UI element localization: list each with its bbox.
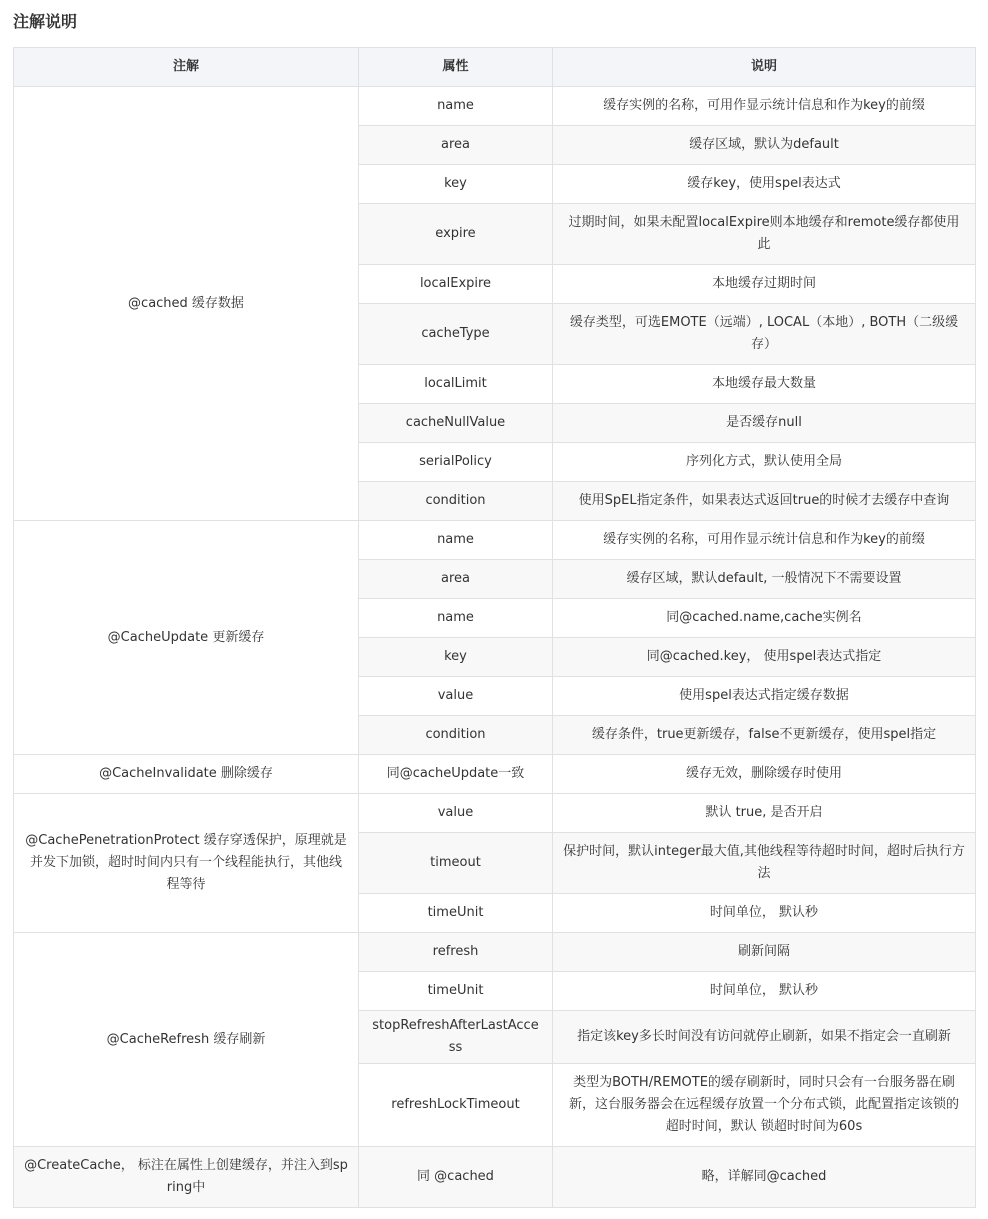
table-row bbox=[14, 794, 976, 833]
annotation-cell: @CreateCache， 标注在属性上创建缓存，并注入到spring中 bbox=[14, 1147, 359, 1208]
table-row bbox=[14, 1147, 976, 1208]
attribute-cell: value bbox=[359, 677, 553, 716]
description-cell: 本地缓存过期时间 bbox=[553, 265, 976, 304]
header-attribute: 属性 bbox=[359, 48, 553, 87]
table-row bbox=[14, 755, 976, 794]
description-cell: 同@cached.key， 使用spel表达式指定 bbox=[553, 638, 976, 677]
table-row bbox=[14, 521, 976, 560]
attribute-cell: timeUnit bbox=[359, 972, 553, 1011]
attribute-cell: timeout bbox=[359, 833, 553, 894]
attribute-cell: refreshLockTimeout bbox=[359, 1064, 553, 1147]
attribute-cell: 同@cacheUpdate一致 bbox=[359, 755, 553, 794]
attribute-cell: area bbox=[359, 126, 553, 165]
description-cell: 类型为BOTH/REMOTE的缓存刷新时，同时只会有一台服务器在刷新，这台服务器会在远程缓存放置一个分布式锁，此配置指定该锁的超时时间，默认 锁超时时间为60s bbox=[553, 1064, 976, 1147]
description-cell: 序列化方式，默认使用全局 bbox=[553, 443, 976, 482]
attribute-cell: name bbox=[359, 521, 553, 560]
description-cell: 缓存条件，true更新缓存，false不更新缓存，使用spel指定 bbox=[553, 716, 976, 755]
description-cell: 使用SpEL指定条件，如果表达式返回true的时候才去缓存中查询 bbox=[553, 482, 976, 521]
description-cell: 是否缓存null bbox=[553, 404, 976, 443]
description-cell: 时间单位， 默认秒 bbox=[553, 894, 976, 933]
attribute-cell: expire bbox=[359, 204, 553, 265]
table-row bbox=[14, 933, 976, 972]
description-cell: 保护时间，默认integer最大值,其他线程等待超时时间，超时后执行方法 bbox=[553, 833, 976, 894]
attribute-cell: name bbox=[359, 599, 553, 638]
attribute-cell: timeUnit bbox=[359, 894, 553, 933]
attribute-cell: condition bbox=[359, 482, 553, 521]
annotation-cell: @CachePenetrationProtect 缓存穿透保护，原理就是并发下加锁，超时时间内只有一个线程能执行，其他线程等待 bbox=[14, 794, 359, 933]
header-description: 说明 bbox=[553, 48, 976, 87]
description-cell: 同@cached.name,cache实例名 bbox=[553, 599, 976, 638]
annotation-cell: @CacheRefresh 缓存刷新 bbox=[14, 933, 359, 1147]
page-title: 注解说明 bbox=[13, 12, 78, 31]
description-cell: 缓存实例的名称，可用作显示统计信息和作为key的前缀 bbox=[553, 87, 976, 126]
attribute-cell: name bbox=[359, 87, 553, 126]
table-row bbox=[14, 87, 976, 126]
attribute-cell: serialPolicy bbox=[359, 443, 553, 482]
description-cell: 缓存key，使用spel表达式 bbox=[553, 165, 976, 204]
description-cell: 略，详解同@cached bbox=[553, 1147, 976, 1208]
attribute-cell: refresh bbox=[359, 933, 553, 972]
attribute-cell: condition bbox=[359, 716, 553, 755]
description-cell: 缓存实例的名称，可用作显示统计信息和作为key的前缀 bbox=[553, 521, 976, 560]
annotation-cell: @cached 缓存数据 bbox=[14, 87, 359, 521]
description-cell: 缓存区域，默认default, 一般情况下不需要设置 bbox=[553, 560, 976, 599]
description-cell: 时间单位， 默认秒 bbox=[553, 972, 976, 1011]
attribute-cell: 同 @cached bbox=[359, 1147, 553, 1208]
header-annotation: 注解 bbox=[14, 48, 359, 87]
description-cell: 本地缓存最大数量 bbox=[553, 365, 976, 404]
description-cell: 刷新间隔 bbox=[553, 933, 976, 972]
description-cell: 缓存区域，默认为default bbox=[553, 126, 976, 165]
attribute-cell: localExpire bbox=[359, 265, 553, 304]
description-cell: 默认 true, 是否开启 bbox=[553, 794, 976, 833]
annotation-cell: @CacheUpdate 更新缓存 bbox=[14, 521, 359, 755]
attribute-cell: cacheNullValue bbox=[359, 404, 553, 443]
annotation-cell: @CacheInvalidate 删除缓存 bbox=[14, 755, 359, 794]
annotation-table bbox=[13, 47, 976, 1208]
attribute-cell: stopRefreshAfterLastAccess bbox=[359, 1011, 553, 1064]
attribute-cell: localLimit bbox=[359, 365, 553, 404]
attribute-cell: key bbox=[359, 165, 553, 204]
attribute-cell: value bbox=[359, 794, 553, 833]
table-header-row bbox=[14, 48, 976, 87]
description-cell: 缓存无效，删除缓存时使用 bbox=[553, 755, 976, 794]
attribute-cell: cacheType bbox=[359, 304, 553, 365]
attribute-cell: area bbox=[359, 560, 553, 599]
description-cell: 指定该key多长时间没有访问就停止刷新，如果不指定会一直刷新 bbox=[553, 1011, 976, 1064]
description-cell: 缓存类型，可选EMOTE（远端）, LOCAL（本地）, BOTH（二级缓存） bbox=[553, 304, 976, 365]
description-cell: 使用spel表达式指定缓存数据 bbox=[553, 677, 976, 716]
description-cell: 过期时间，如果未配置localExpire则本地缓存和remote缓存都使用此 bbox=[553, 204, 976, 265]
attribute-cell: key bbox=[359, 638, 553, 677]
